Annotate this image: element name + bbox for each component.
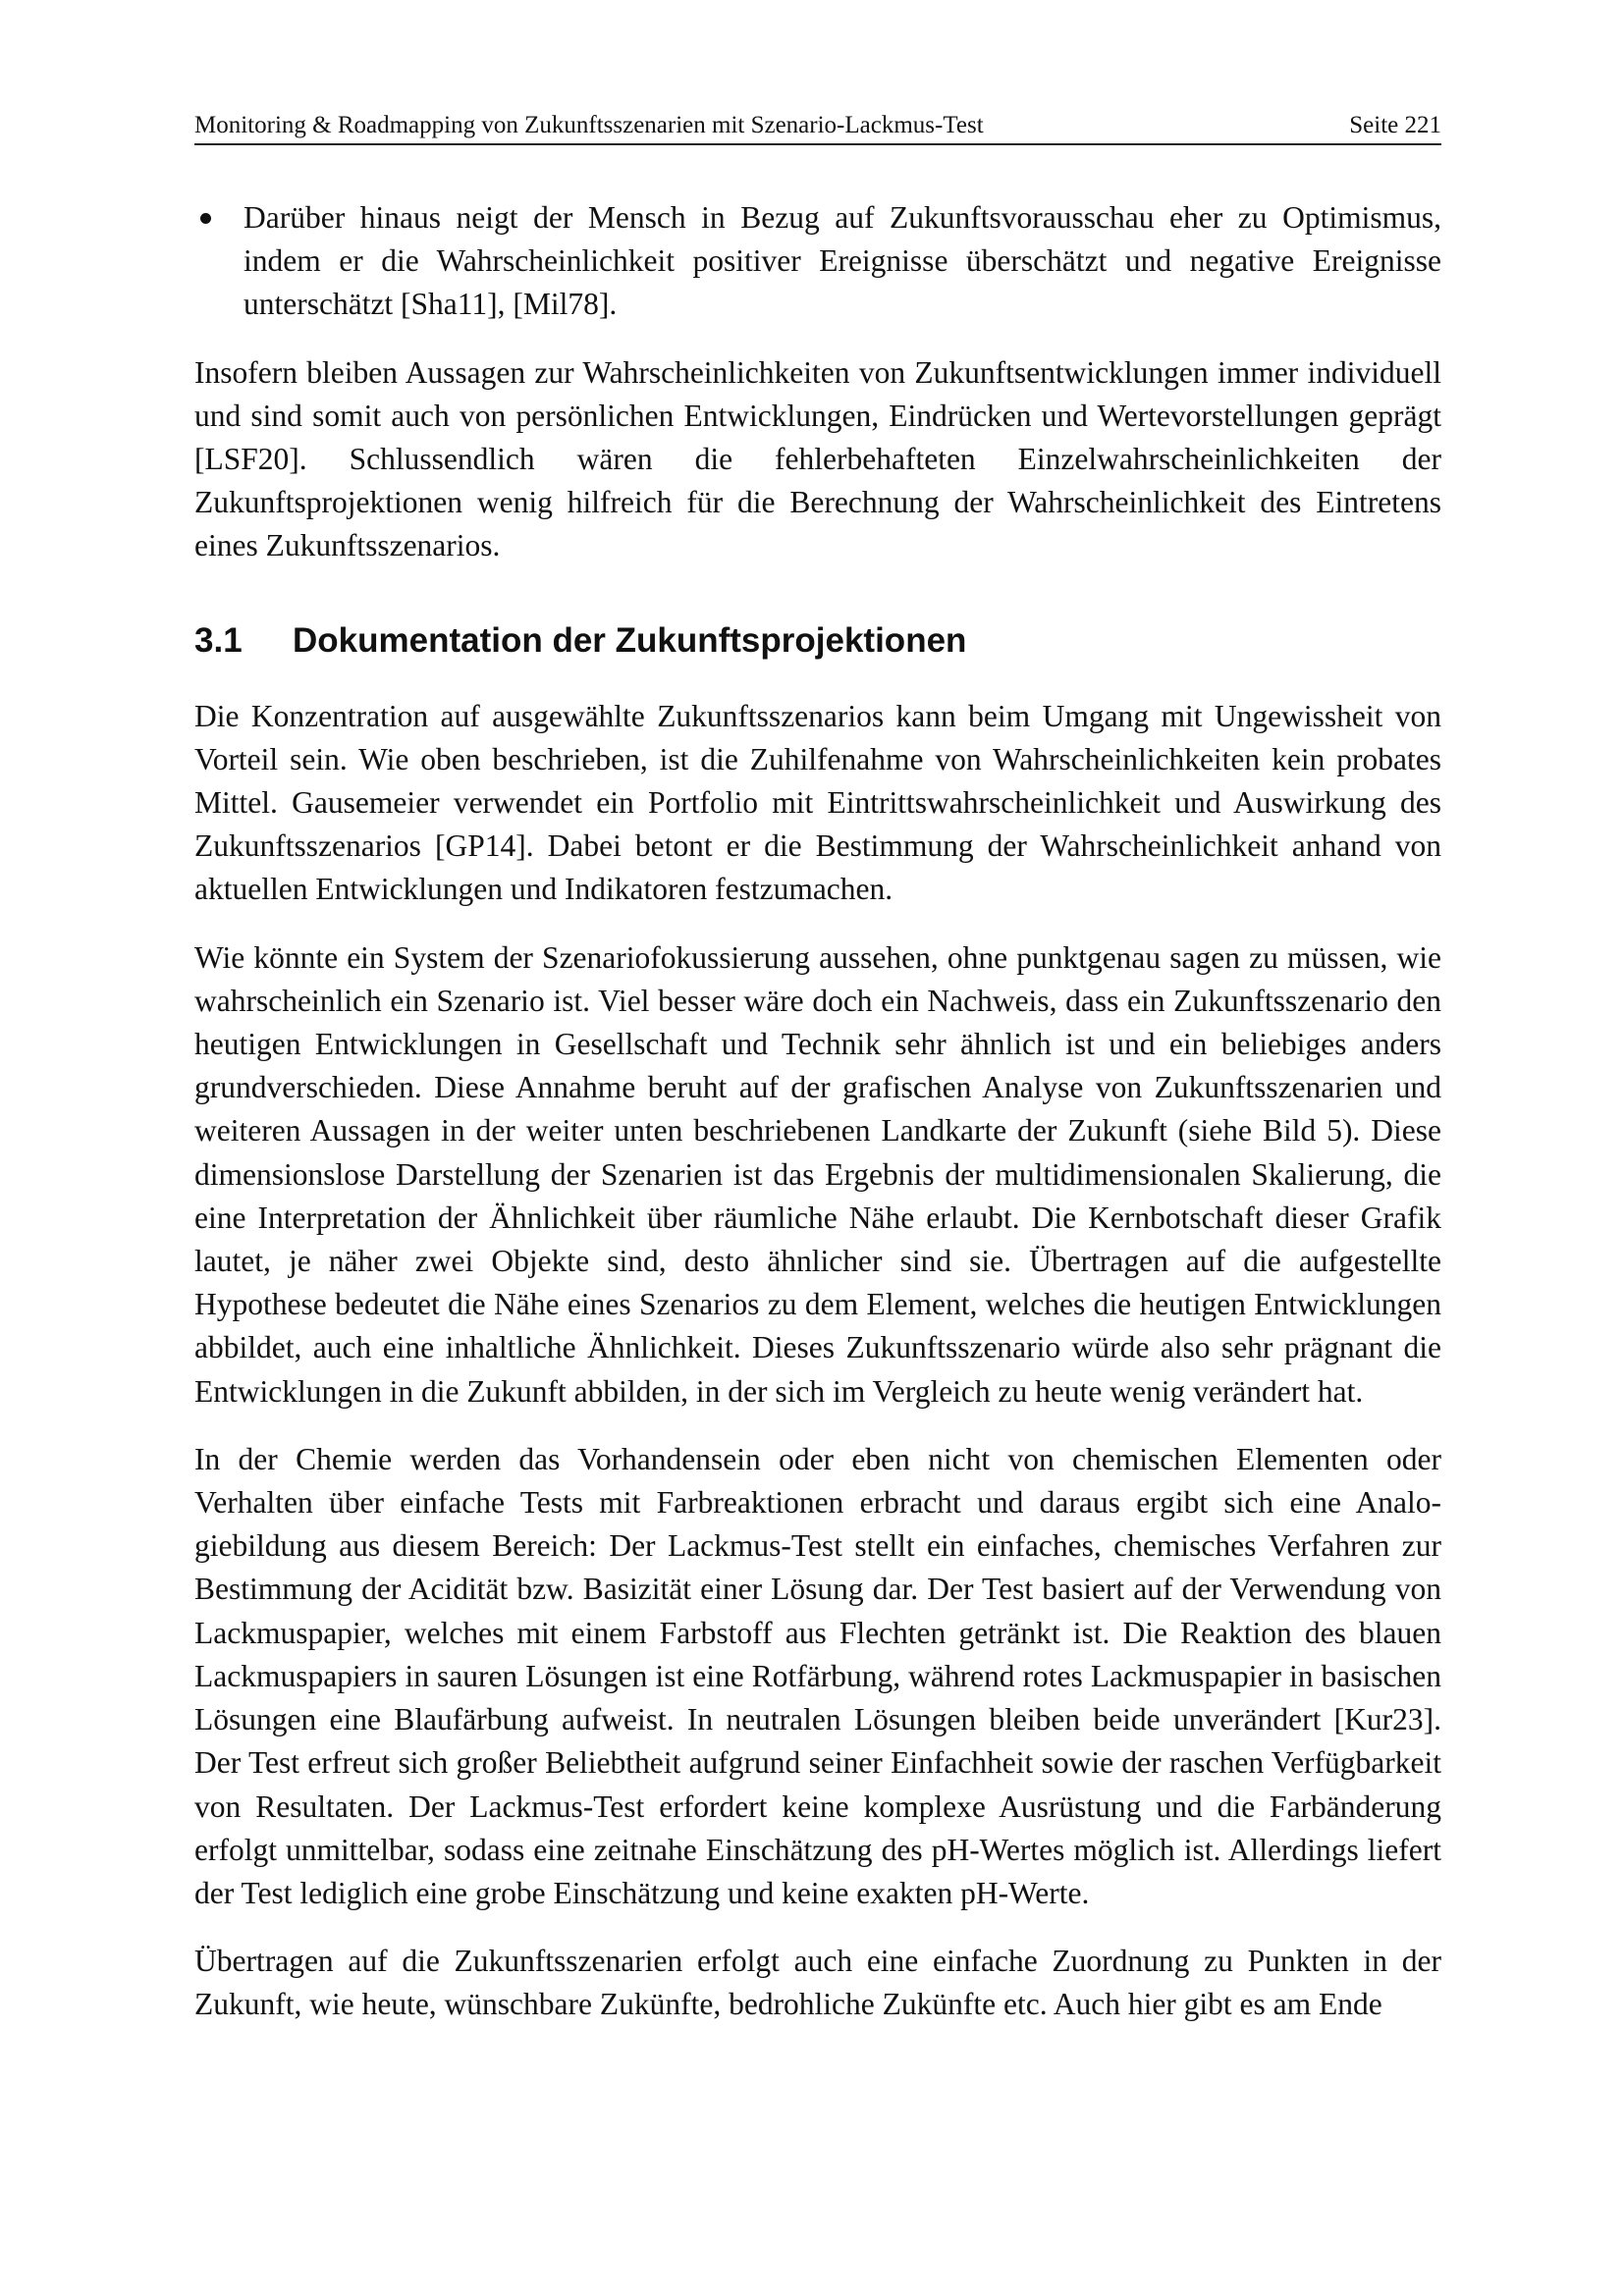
bullet-item — [194, 196, 1441, 327]
page-body — [194, 196, 1441, 2052]
page-header — [194, 110, 1441, 145]
page-number: Seite 221 — [1349, 112, 1441, 138]
bullet-text: Darüber hinaus neigt der Mensch in Bezug auf Zukunftsvorausschau eher zu Optimismus, indem er die Wahrscheinlichkeit positiver Ereignisse überschätzt und negative Ereignisse unterschätzt [Sha11], [Mil78]. — [244, 200, 1441, 322]
paragraph-2: Die Konzentration auf ausgewählte Zukunftsszenarios kann beim Umgang mit Ungewissheit von Vorteil sein. Wie oben beschrieben, ist die Zuhilfenahme von Wahrscheinlichkeiten kein probates Mittel. Gausemeier verwendet ein Portfolio mit Eintrittswahrscheinlichkeit und Auswirkung des Zukunftsszenarios [GP14]. Dabei betont er die Bestimmung der Wahrscheinlichkeit anhand von aktuellen Entwicklungen und Indikatoren festzumachen. — [194, 698, 1441, 907]
section-number: 3.1 — [194, 620, 243, 660]
paragraph-5: Übertragen auf die Zukunftsszenarien erfolgt auch eine einfache Zuordnung zu Punkten in der Zukunft, wie heute, wünschbare Zukünfte, bedrohliche Zukünfte etc. Auch hier gibt es am Ende — [194, 1944, 1441, 2022]
paragraph-1: Insofern bleiben Aussagen zur Wahrscheinlichkeiten von Zukunftsentwicklungen immer individuell und sind somit auch von persönlichen Entwicklungen, Eindrücken und Wertevorstellungen geprägt [LSF20]. Schlussendlich wären die fehlerbehafteten Einzelwahrscheinlichkeiten der Zukunftsprojektionen wenig hilfreich für die Berechnung der Wahrscheinlichkeit des Eintretens eines Zukunftsszenarios. — [194, 354, 1441, 563]
paragraph-3: Wie könnte ein System der Szenariofokussierung aussehen, ohne punktgenau sagen zu müssen, wie wahrscheinlich ein Szenario ist. Viel besser wäre doch ein Nachweis, dass ein Zukunftsszenario den heutigen Entwicklungen in Gesellschaft und Technik sehr ähnlich ist und ein beliebiges anders grundverschieden. Diese Annahme beruht auf der grafischen Analyse von Zukunftsszenarien und weiteren Aussagen in der weiter unten beschriebenen Landkarte der Zukunft (siehe Bild 5). Diese dimensionslose Darstellung der Szenarien ist das Ergebnis der multidimensionalen Skalierung, die eine Interpretation der Ähnlichkeit über räumliche Nähe erlaubt. Die Kernbotschaft dieser Grafik lautet, je näher zwei Objekte sind, desto ähnlicher sind sie. Übertragen auf die aufgestellte Hypothese bedeutet die Nähe eines Szenarios zu dem Element, welches die heutigen Entwicklungen abbildet, auch eine inhaltliche Ähnlichkeit. Dieses Zukunftsszenario würde also sehr prägnant die Entwicklungen in die Zukunft abbilden, in der sich im Vergleich zu heute wenig verändert hat. — [194, 939, 1441, 1409]
bullet-dot-icon — [200, 213, 211, 224]
running-title: Monitoring & Roadmapping von Zukunftsszenarien mit Szenario-Lackmus-Test — [194, 112, 984, 138]
section-heading — [194, 619, 1441, 663]
paragraph-4: In der Chemie werden das Vorhandensein oder eben nicht von chemischen Elementen oder Verhalten über einfache Tests mit Farbreaktionen erbracht und daraus ergibt sich eine Analogiebildung aus diesem Bereich: Der Lackmus-Test stellt ein einfaches, chemisches Verfahren zur Bestimmung der Acidität bzw. Basizität einer Lösung dar. Der Test basiert auf der Verwendung von Lackmuspapier, welches mit einem Farbstoff aus Flechten getränkt ist. Die Reaktion des blauen Lackmuspapiers in sauren Lösungen ist eine Rotfärbung, während rotes Lackmuspapier in basischen Lösungen eine Blaufärbung aufweist. In neutralen Lösungen bleiben beide unverändert [Kur23]. Der Test erfreut sich großer Beliebtheit aufgrund seiner Einfachheit sowie der raschen Verfügbarkeit von Resultaten. Der Lackmus-Test erfordert keine komplexe Ausrüstung und die Farbänderung erfolgt unmittelbar, sodass eine zeitnahe Einschätzung des pH-Wertes möglich ist. Allerdings liefert der Test lediglich eine grobe Einschätzung und keine exakten pH-Werte. — [194, 1441, 1441, 1910]
section-title: Dokumentation der Zukunftsprojektionen — [293, 620, 967, 660]
